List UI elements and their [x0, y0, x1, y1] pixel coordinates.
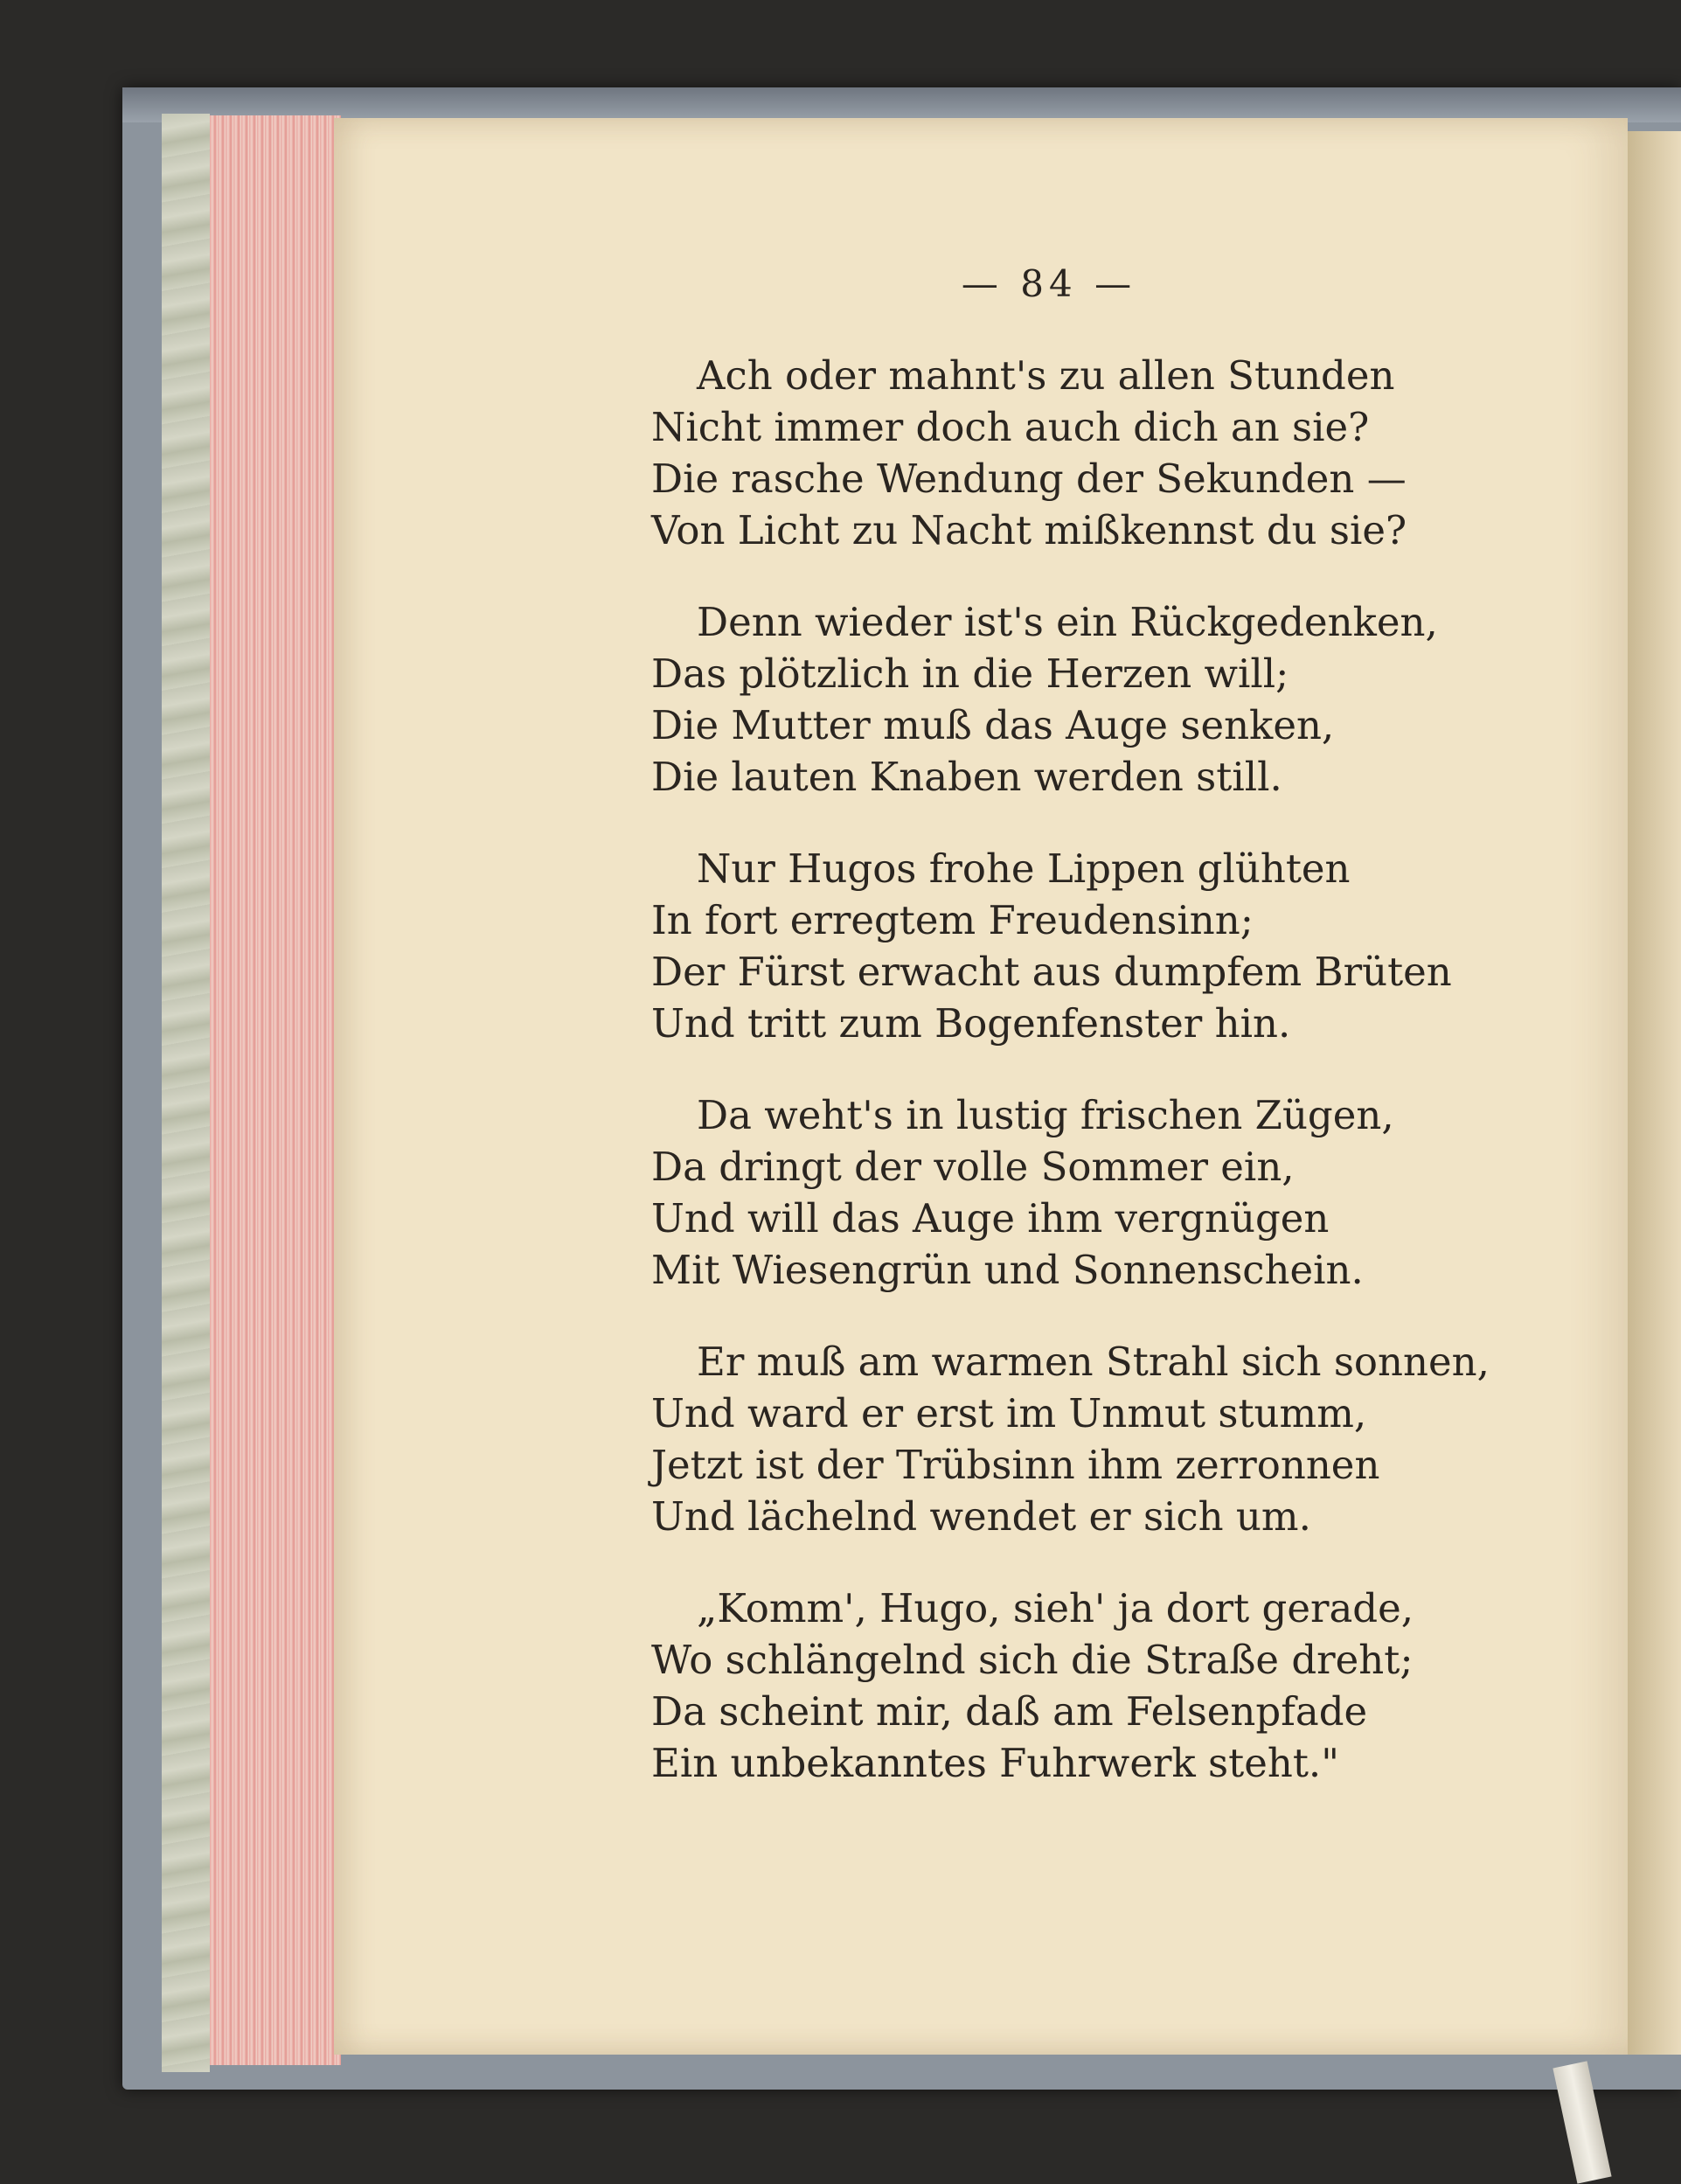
stanza	[651, 596, 1490, 803]
poem-line: Er muß am warmen Strahl sich sonnen,	[697, 1339, 1490, 1385]
poem-line: Jetzt ist der Trübsinn ihm zerronnen	[651, 1442, 1380, 1488]
poem-line: Denn wieder ist's ein Rückgedenken,	[697, 599, 1438, 645]
poem-line: Ach oder mahnt's zu allen Stunden	[697, 352, 1395, 399]
poem-line: Und will das Auge ihm vergnügen	[651, 1195, 1330, 1242]
poem-line: Mit Wiesengrün und Sonnenschein.	[651, 1247, 1364, 1293]
stanza	[651, 843, 1490, 1049]
poem-line: Die rasche Wendung der Sekunden —	[651, 456, 1407, 502]
poem-line: In fort erregtem Freudensinn;	[651, 897, 1254, 943]
stanza	[651, 1089, 1490, 1296]
poem-line: Von Licht zu Nacht mißkennst du sie?	[651, 507, 1407, 553]
cover-top-edge	[122, 87, 1681, 122]
poem-line: Die lauten Knaben werden still.	[651, 754, 1282, 800]
poem-line: Ein unbekanntes Fuhrwerk steht."	[651, 1740, 1339, 1786]
poem-line: Das plötzlich in die Herzen will;	[651, 650, 1289, 697]
poem-line: Da weht's in lustig frischen Zügen,	[697, 1092, 1394, 1138]
poem-line: Nur Hugos frohe Lippen glühten	[697, 845, 1351, 892]
poem-line: Und ward er erst im Unmut stumm,	[651, 1390, 1367, 1436]
marbled-endpaper	[162, 114, 210, 2072]
page-number: — 84 —	[961, 262, 1137, 305]
poem-line: Die Mutter muß das Auge senken,	[651, 702, 1335, 748]
poem-line: Da dringt der volle Sommer ein,	[651, 1144, 1295, 1190]
page-edges	[210, 115, 341, 2065]
poem-line: Und lächelnd wendet er sich um.	[651, 1493, 1311, 1540]
stanza	[651, 1336, 1490, 1542]
poem-text	[651, 350, 1490, 1829]
poem-line: Nicht immer doch auch dich an sie?	[651, 404, 1370, 450]
poem-line: Wo schlängelnd sich die Straße dreht;	[651, 1637, 1414, 1683]
poem-line: Und tritt zum Bogenfenster hin.	[651, 1000, 1291, 1047]
stanza	[651, 350, 1490, 556]
poem-line: Der Fürst erwacht aus dumpfem Brüten	[651, 949, 1452, 995]
poem-line: „Komm', Hugo, sieh' ja dort gerade,	[697, 1585, 1414, 1631]
poem-line: Da scheint mir, daß am Felsenpfade	[651, 1688, 1368, 1735]
stanza	[651, 1582, 1490, 1789]
facing-page-edge	[1628, 131, 1681, 2055]
